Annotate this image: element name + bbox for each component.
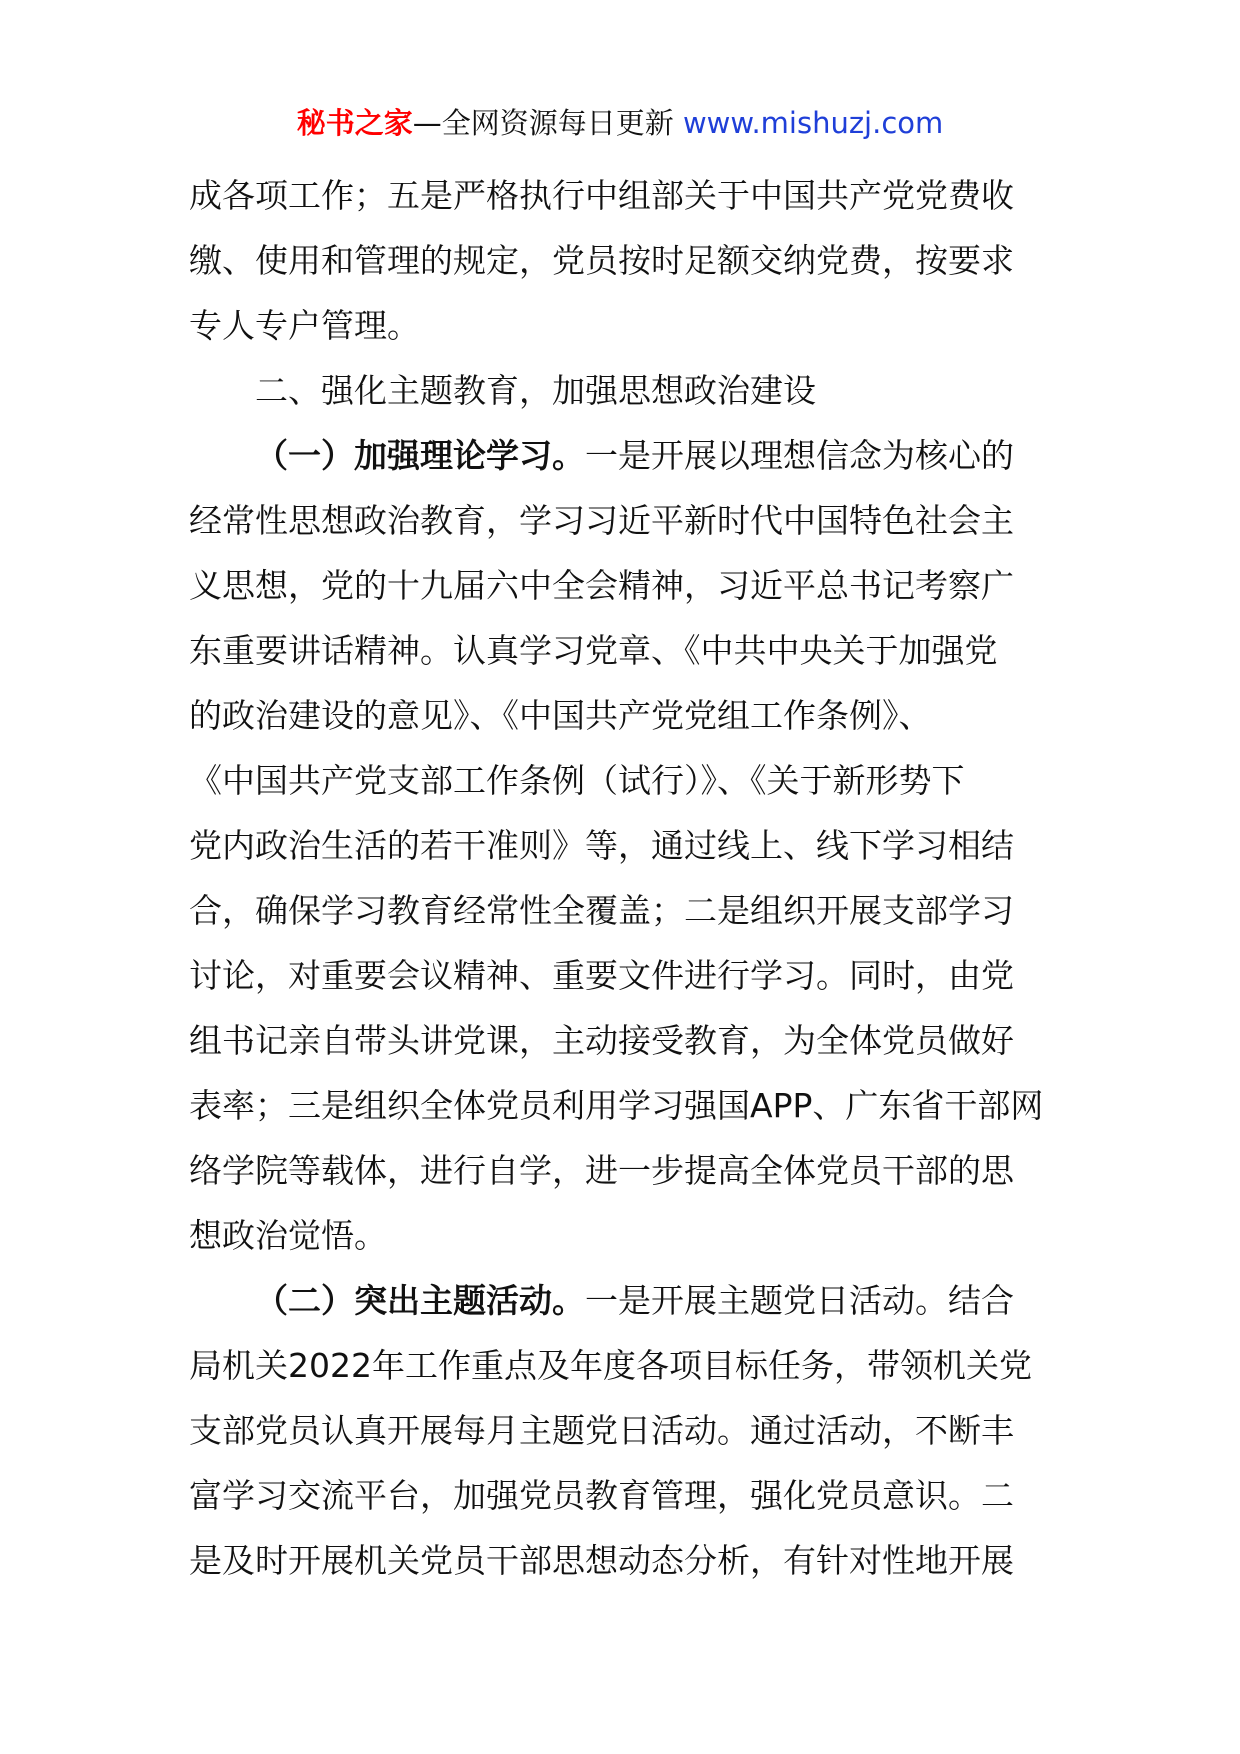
text-line: 成各项工作；五是严格执行中组部关于中国共产党党费收 xyxy=(189,176,1014,215)
text-line: 专人专户管理。 xyxy=(189,306,420,345)
brand-name: 秘书之家 xyxy=(296,106,413,140)
subsection-heading: （二）突出主题活动。 xyxy=(255,1281,585,1320)
watermark-header xyxy=(0,101,1240,145)
body-text xyxy=(189,163,1069,1593)
text-line: 是及时开展机关党员干部思想动态分析，有针对性地开展 xyxy=(189,1541,1014,1580)
text-line: 局机关2022年工作重点及年度各项目标任务，带领机关党 xyxy=(189,1346,1032,1385)
text-line: 经常性思想政治教育，学习习近平新时代中国特色社会主 xyxy=(189,501,1014,540)
text-line: 合，确保学习教育经常性全覆盖；二是组织开展支部学习 xyxy=(189,891,1014,930)
text-line: 络学院等载体，进行自学，进一步提高全体党员干部的思 xyxy=(189,1151,1014,1190)
text-line: 支部党员认真开展每月主题党日活动。通过活动，不断丰 xyxy=(189,1411,1014,1450)
subsection-line xyxy=(189,423,1069,488)
text-line: 党内政治生活的若干准则》等，通过线上、线下学习相结 xyxy=(189,826,1014,865)
text-line: 《中国共产党支部工作条例（试行）》、《关于新形势下 xyxy=(189,761,965,800)
text-line: 组书记亲自带头讲党课，主动接受教育，为全体党员做好 xyxy=(189,1021,1014,1060)
text-line: 讨论，对重要会议精神、重要文件进行学习。同时，由党 xyxy=(189,956,1014,995)
subsection-heading: （一）加强理论学习。 xyxy=(255,436,585,475)
text-line: 表率；三是组织全体党员利用学习强国APP、广东省干部网 xyxy=(189,1086,1044,1125)
subsection-text: 一是开展以理想信念为核心的 xyxy=(585,436,1014,475)
text-line: 想政治觉悟。 xyxy=(189,1216,387,1255)
text-line: 富学习交流平台，加强党员教育管理，强化党员意识。二 xyxy=(189,1476,1014,1515)
text-line: 缴、使用和管理的规定，党员按时足额交纳党费，按要求 xyxy=(189,241,1014,280)
text-line: 的政治建设的意见》、《中国共产党党组工作条例》、 xyxy=(189,696,932,735)
site-url: www.mishuzj.com xyxy=(682,106,944,140)
text-line: 义思想，党的十九届六中全会精神，习近平总书记考察广 xyxy=(189,566,1014,605)
text-line: 东重要讲话精神。认真学习党章、《中共中央关于加强党 xyxy=(189,631,998,670)
section-heading: 二、强化主题教育，加强思想政治建设 xyxy=(255,371,816,410)
subsection-line xyxy=(189,1268,1069,1333)
subsection-text: 一是开展主题党日活动。结合 xyxy=(585,1281,1014,1320)
header-tagline: —全网资源每日更新 xyxy=(412,106,683,140)
